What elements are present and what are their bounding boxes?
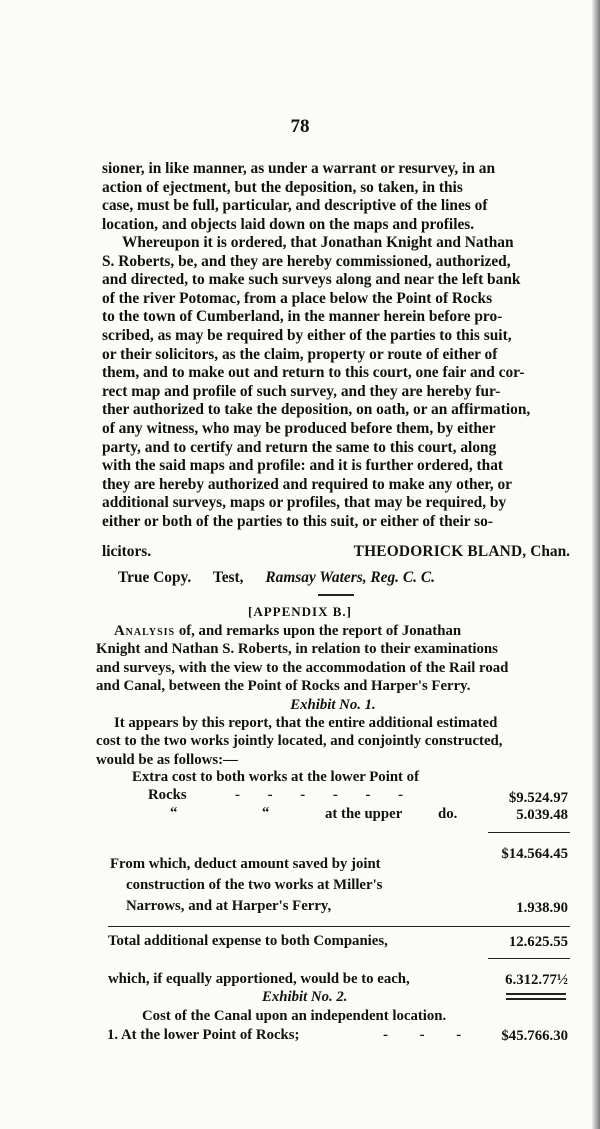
double-rule bbox=[506, 998, 566, 1000]
leader-dots: - - - bbox=[383, 1027, 476, 1043]
amount-saved: 1.938.90 bbox=[516, 900, 568, 916]
text-line: action of ejectment, but the deposition, so taken, in this bbox=[102, 178, 463, 196]
subtotal-amount: $14.564.45 bbox=[501, 846, 568, 862]
deduct-line: From which, deduct amount saved by joint bbox=[110, 856, 381, 872]
court-order-paragraph bbox=[102, 234, 570, 532]
page-number: 78 bbox=[290, 116, 310, 137]
text-line: and surveys, with the view to the accommodation of the Rail road bbox=[96, 659, 509, 676]
sum-rule bbox=[488, 832, 570, 833]
leader-dots: - - - - - - bbox=[235, 787, 416, 803]
ditto-mark: “ bbox=[262, 805, 270, 821]
chancellor-title: Chan. bbox=[530, 543, 570, 560]
item-1-label: 1. At the lower Point of Rocks; bbox=[107, 1027, 300, 1043]
text-line: location, and objects laid down on the maps and profiles. bbox=[102, 215, 475, 233]
text-line: rect map and profile of such survey, and they are hereby fur- bbox=[102, 382, 501, 400]
text-line: Knight and Nathan S. Roberts, in relation to their examinations bbox=[96, 641, 498, 658]
exhibit-1-title: Exhibit No. 1. bbox=[290, 696, 376, 713]
text-line: they are hereby authorized and required to make any other, or bbox=[102, 475, 512, 493]
exhibit-2-title: Exhibit No. 2. bbox=[262, 989, 348, 1005]
text-line: to the town of Cumberland, in the manner herein before pro- bbox=[102, 308, 503, 326]
true-copy-label: True Copy. bbox=[118, 569, 192, 586]
text-line: of the river Potomac, from a place below the Point of Rocks bbox=[102, 289, 493, 307]
analysis-paragraph bbox=[96, 622, 570, 769]
item-1-amount: $45.766.30 bbox=[501, 1028, 568, 1044]
text-line: and Canal, between the Point of Rocks and Harper's Ferry. bbox=[96, 678, 471, 695]
text-line: S. Roberts, be, and they are hereby commissioned, authorized, bbox=[102, 252, 511, 270]
total-amount: 12.625.55 bbox=[508, 934, 568, 950]
paragraph-continuation bbox=[102, 160, 570, 234]
deduct-line: construction of the two works at Miller's bbox=[126, 877, 383, 893]
double-rule bbox=[506, 993, 566, 995]
clerk-signature: Ramsay Waters, Reg. C. C. bbox=[265, 569, 435, 586]
appendix-heading: [APPENDIX B.] bbox=[248, 604, 352, 619]
text-line: ther authorized to take the deposition, on oath, or an affirmation, bbox=[102, 401, 531, 419]
total-label: Total additional expense to both Companies, bbox=[108, 933, 388, 949]
text-line: case, must be full, particular, and descriptive of the lines of bbox=[102, 197, 488, 215]
text-line: or their solicitors, as the claim, property or route of either of bbox=[102, 345, 498, 363]
text-line: with the said maps and profile: and it is further ordered, that bbox=[102, 457, 504, 475]
rocks-label: Rocks bbox=[148, 787, 187, 803]
amount-lower-point: $9.524.97 bbox=[508, 790, 568, 806]
each-label: which, if equally apportioned, would be to each, bbox=[108, 971, 410, 987]
text-line: cost to the two works jointly located, and conjointly constructed, bbox=[96, 733, 503, 750]
deduct-line: Narrows, and at Harper's Ferry, bbox=[126, 898, 332, 914]
signature-line bbox=[102, 543, 570, 562]
text-line: and directed, to make such surveys along and near the left bank bbox=[102, 271, 521, 289]
ditto-mark: “ bbox=[170, 805, 178, 821]
amount-upper-point: 5.039.48 bbox=[516, 807, 568, 823]
text-line: sioner, in like manner, as under a warrant or resurvey, in an bbox=[102, 160, 496, 177]
exhibit-2-subtitle: Cost of the Canal upon an independent location. bbox=[142, 1008, 447, 1024]
text-line: either or both of the parties to this suit, or either of their so- bbox=[102, 512, 493, 530]
analysis-lead: Analysis bbox=[114, 623, 176, 639]
text-line: of any witness, who may be produced before them, by either bbox=[102, 419, 496, 437]
text-line: of, and remarks upon the report of Jonathan bbox=[178, 623, 462, 639]
text-line: party, and to certify and return the same to this court, along bbox=[102, 438, 497, 456]
total-underline bbox=[488, 958, 570, 959]
upper-point-label: at the upper bbox=[325, 806, 403, 822]
true-copy-line bbox=[118, 569, 578, 587]
last-word: licitors. bbox=[102, 543, 152, 560]
chancellor-name: THEODORICK BLAND, bbox=[353, 543, 527, 560]
text-line: them, and to make out and return to this court, one fair and cor- bbox=[102, 364, 525, 382]
total-rule bbox=[108, 926, 570, 927]
ditto-do: do. bbox=[438, 806, 458, 822]
text-line: It appears by this report, that the entire additional estimated bbox=[114, 715, 498, 732]
extra-cost-label: Extra cost to both works at the lower Point of bbox=[132, 769, 420, 785]
each-amount: 6.312.77½ bbox=[505, 972, 568, 988]
section-divider bbox=[318, 594, 354, 596]
text-line: scribed, as may be required by either of the parties to this suit, bbox=[102, 326, 512, 344]
text-line: additional surveys, maps or profiles, that may be required, by bbox=[102, 494, 507, 512]
text-line: Whereupon it is ordered, that Jonathan Knight and Nathan bbox=[122, 234, 514, 251]
page-edge bbox=[592, 0, 600, 1129]
test-label: Test, bbox=[212, 569, 244, 586]
text-line: would be as follows:— bbox=[96, 751, 238, 768]
